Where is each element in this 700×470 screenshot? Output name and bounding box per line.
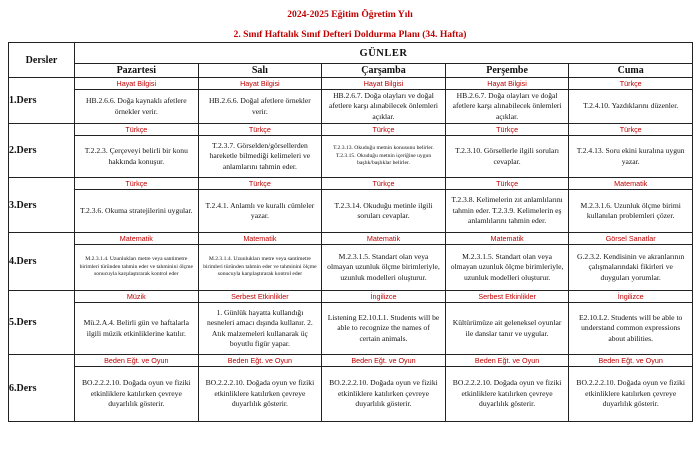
day-header-wednesday: Çarşamba [322,64,446,78]
plan-cell [198,355,322,422]
objective-text: M.2.3.1.6. Uzunluk ölçme birimi kullanılan problemleri çözer. [580,200,681,220]
subject-label: Matematik [569,178,692,190]
plan-cell [569,355,693,422]
lesson-row [9,355,693,422]
objective-text: T.2.4.1. Anlamlı ve kurallı cümleler yazar. [205,200,315,220]
lesson-label: 4.Ders [9,233,75,291]
objective-text: T.2.3.8. Kelimelerin zıt anlamlılarını tahmin eder. T.2.3.9. Kelimelerin eş anlamlılarını tahmin eder. [451,195,563,226]
objective-text: T.2.2.3. Çerçeveyi belirli bir konu hakkında konuşur. [84,146,188,166]
objective-text: G.2.3.2. Kendisinin ve akranlarının çalışmalarındaki fikirleri ve duyguları yorumlar. [577,251,685,282]
subject-label: Türkçe [446,124,569,136]
subject-label: Hayat Bilgisi [322,78,445,90]
subject-label: Türkçe [322,124,445,136]
objective-text: M.2.3.1.5. Standart olan veya olmayan uzunluk ölçme birimleriyle, uzunluk modelleri oluşturur. [450,251,564,282]
subject-label: Beden Eğt. ve Oyun [75,355,198,367]
subject-label: Türkçe [569,124,692,136]
subject-label: Matematik [75,233,198,245]
subject-label: İngilizce [569,291,692,303]
subject-label: Türkçe [75,178,198,190]
plan-cell [445,178,569,233]
plan-cell [198,291,322,355]
gunler-header: GÜNLER [75,43,693,64]
objective-text: Listening E2.10.L1. Students will be able to recognize the names of certain animals. [327,312,440,343]
objective-text: HB.2.6.6. Doğa kaynaklı afetlere örnekler verir. [86,96,187,116]
plan-cell [322,124,446,178]
objective-text: Mü.2.A.4. Belirli gün ve haftalarla ilgili müzik etkinliklerine katılır. [83,318,190,338]
day-header-tuesday: Salı [198,64,322,78]
plan-cell [445,291,569,355]
objective-text: 1. Günlük hayatta kullandığı nesneleri amacı dışında kullanır. 2. Atık malzemeleri kullanarak üç boyutlu figür yapar. [206,307,313,348]
subject-label: Serbest Etkinlikler [446,291,569,303]
subject-label: Türkçe [569,78,692,90]
lesson-label: 5.Ders [9,291,75,355]
dersler-header: Dersler [9,43,75,78]
plan-cell [198,178,322,233]
subject-label: Hayat Bilgisi [199,78,322,90]
subject-label: İngilizce [322,291,445,303]
plan-cell [445,355,569,422]
plan-cell [75,178,199,233]
objective-text: E2.10.L2. Students will be able to understand common expressions about abilities. [579,312,683,343]
objective-text: M.2.3.1.4. Uzunlukları metre veya santimetre birimleri türünden tahmin eder ve tahminini ölçme sonucuyla karşılaştırarak kontrol eder [203,256,317,278]
objective-text: T.2.4.10. Yazdıklarını düzenler. [583,101,679,111]
plan-cell [75,233,199,291]
objective-text: T.2.3.7. Görselden/görsellerden hareketle bilmediği kelimeleri ve anlamlarını tahmin eder. [209,140,311,171]
subject-label: Serbest Etkinlikler [199,291,322,303]
subject-label: Türkçe [322,178,445,190]
subject-label: Matematik [322,233,445,245]
day-header-monday: Pazartesi [75,64,199,78]
objective-text: T.2.4.13. Soru ekini kuralına uygun yazar. [576,146,685,166]
objective-text: BO.2.2.2.10. Doğada oyun ve fiziki etkinliklere katılırken çevreye duyarlılık gösterir. [452,378,562,409]
document-header [0,0,700,43]
plan-cell [569,291,693,355]
plan-cell [569,178,693,233]
objective-text: HB.2.6.7. Doğa olayları ve doğal afetlere karşı alınabilecek önlemleri açıklar. [452,90,562,121]
objective-text: BO.2.2.2.10. Doğada oyun ve fiziki etkinliklere katılırken çevreye duyarlılık gösterir. [205,378,315,409]
plan-title: 2. Sınıf Haftalık Sınıf Defteri Doldurma Planı (34. Hafta) [233,29,467,40]
objective-text: T.2.3.6. Okuma stratejilerini uygular. [80,205,193,215]
objective-text: M.2.3.1.5. Standart olan veya olmayan uzunluk ölçme birimleriyle, uzunluk modelleri oluşturur. [327,251,440,282]
subject-label: Matematik [199,233,322,245]
plan-cell [198,233,322,291]
plan-cell [445,124,569,178]
plan-cell [569,78,693,124]
lesson-row [9,124,693,178]
plan-cell [569,233,693,291]
lesson-rows [9,78,693,422]
subject-label: Türkçe [199,178,322,190]
plan-cell [445,233,569,291]
subject-label: Beden Eğt. ve Oyun [446,355,569,367]
subject-label: Matematik [446,233,569,245]
lesson-row [9,291,693,355]
day-header-friday: Cuma [569,64,693,78]
plan-cell [322,233,446,291]
objective-text: T.2.3.10. Görsellerle ilgili soruları cevaplar. [455,146,559,166]
subject-label: Hayat Bilgisi [446,78,569,90]
year-title: 2024-2025 Eğitim Öğretim Yılı [287,9,413,20]
weekly-plan-table [8,42,693,422]
subject-label: Müzik [75,291,198,303]
objective-text: T.2.3.13. Okuduğu metnin konusunu belirler. T.2.3.15. Okuduğu metnin içeriğine uygun başlık/başlıklar belirler. [333,145,434,167]
subject-label: Beden Eğt. ve Oyun [569,355,692,367]
plan-cell [322,291,446,355]
plan-cell [75,355,199,422]
plan-cell [198,78,322,124]
objective-text: BO.2.2.2.10. Doğada oyun ve fiziki etkinliklere katılırken çevreye duyarlılık gösterir. [81,378,191,409]
objective-text: M.2.3.1.4. Uzunlukları metre veya santimetre birimleri türünden tahmin eder ve tahminini ölçme sonucuyla karşılaştırarak kontrol eder [79,256,193,278]
plan-cell [322,78,446,124]
plan-cell [322,178,446,233]
subject-label: Türkçe [199,124,322,136]
lesson-label: 2.Ders [9,124,75,178]
subject-label: Beden Eğt. ve Oyun [199,355,322,367]
plan-cell [198,124,322,178]
objective-text: HB.2.6.6. Doğal afetlere örnekler verir. [208,96,311,116]
subject-label: Türkçe [446,178,569,190]
lesson-row [9,78,693,124]
plan-cell [75,124,199,178]
plan-cell [75,291,199,355]
objective-text: BO.2.2.2.10. Doğada oyun ve fiziki etkinliklere katılırken çevreye duyarlılık gösterir. [329,378,438,409]
lesson-label: 6.Ders [9,355,75,422]
day-header-thursday: Perşembe [445,64,569,78]
subject-label: Beden Eğt. ve Oyun [322,355,445,367]
plan-cell [322,355,446,422]
plan-cell [445,78,569,124]
objective-text: T.2.3.14. Okuduğu metinle ilgili soruları cevaplar. [334,200,433,220]
objective-text: HB.2.6.7. Doğa olayları ve doğal afetlere karşı alınabilecek önlemleri açıklar. [328,90,438,121]
plan-cell [75,78,199,124]
lesson-label: 1.Ders [9,78,75,124]
objective-text: Kültürümüze ait geleneksel oyunlar ile danslar tanır ve uygular. [452,318,562,338]
lesson-row [9,233,693,291]
plan-cell [569,124,693,178]
subject-label: Hayat Bilgisi [75,78,198,90]
lesson-row [9,178,693,233]
subject-label: Görsel Sanatlar [569,233,692,245]
lesson-label: 3.Ders [9,178,75,233]
subject-label: Türkçe [75,124,198,136]
objective-text: BO.2.2.2.10. Doğada oyun ve fiziki etkinliklere katılırken çevreye duyarlılık gösterir. [576,378,685,409]
